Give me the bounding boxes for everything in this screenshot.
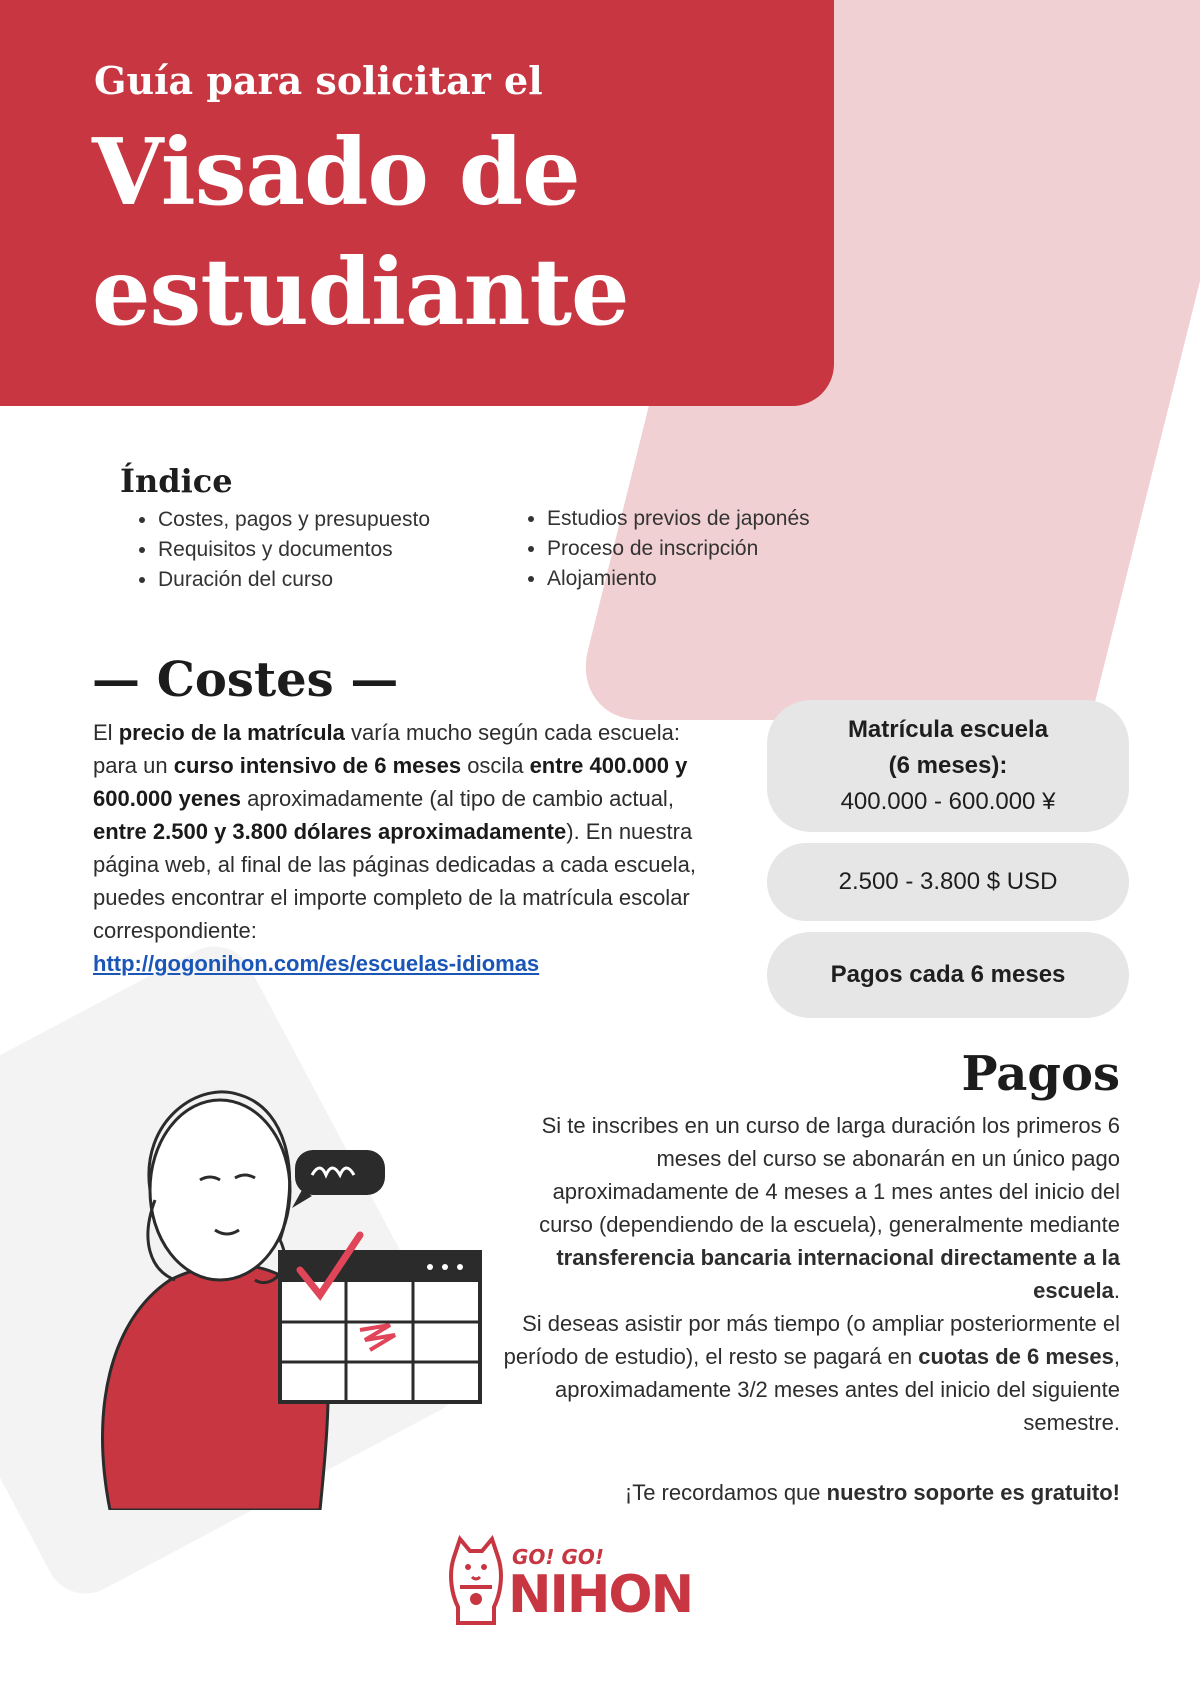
tuition-pill-value: 400.000 - 600.000 ¥: [840, 788, 1056, 815]
costes-paragraph: [93, 716, 723, 980]
text-run: oscila: [461, 753, 530, 778]
pagos-title: Pagos: [961, 1046, 1120, 1102]
costes-title: — Costes —: [92, 652, 399, 708]
bold-run: transferencia bancaria internacional directamente a la escuela: [556, 1245, 1120, 1303]
tuition-pill-label: Matrícula escuela: [847, 716, 1049, 743]
title-line-2: estudiante: [92, 238, 629, 346]
student-calendar-illustration: [80, 1080, 500, 1510]
header-banner: [0, 0, 834, 406]
title-line-1: Visado de: [92, 118, 580, 226]
usd-pill: 2.500 - 3.800 $ USD: [767, 843, 1129, 921]
bold-run: curso intensivo de 6 meses: [173, 753, 462, 778]
text-run: Si te inscribes en un curso de larga duración los primeros 6 meses del curso se abonarán en un único pago aproximadamente de 4 meses a 1 mes antes del inicio del curso (dependiendo de la escuela), generalmente mediante: [539, 1113, 1120, 1237]
logo-small-text: GO! GO!: [512, 1545, 605, 1569]
index-list-right: [509, 504, 810, 594]
tuition-pill-period: (6 meses):: [888, 752, 1008, 779]
page-title: [92, 112, 629, 352]
support-reminder: [500, 1476, 1120, 1509]
bold-run: precio de la matrícula: [118, 720, 345, 745]
index-item: • Estudios previos de japonés: [547, 504, 810, 534]
bold-run: nuestro soporte es gratuito!: [826, 1480, 1120, 1505]
lucky-cat-icon: [446, 1535, 506, 1625]
text-run: aproximadamente (al tipo de cambio actual,: [241, 786, 674, 811]
gogonihon-logo: [446, 1535, 726, 1635]
text-run: Si deseas asistir por más tiempo (o ampliar posteriormente el período de estudio), el resto se pagará en: [503, 1311, 1120, 1369]
index-item: • Duración del curso: [158, 565, 430, 595]
index-list-left: [120, 505, 430, 595]
header-pretitle: Guía para solicitar el: [94, 58, 543, 103]
tuition-pill: [767, 700, 1129, 832]
bold-run: cuotas de 6 meses: [918, 1344, 1114, 1369]
text-run: ). En nuestra página web, al final de las páginas dedicadas a cada escuela, puedes encontrar el importe completo de la matrícula escolar correspondiente:: [93, 819, 696, 943]
text-run: El: [93, 720, 119, 745]
index-item: • Alojamiento: [547, 564, 810, 594]
bold-run: entre 400.000 y 600.000 yenes: [93, 753, 688, 811]
payments-pill: Pagos cada 6 meses: [767, 932, 1129, 1018]
index-item: • Costes, pagos y presupuesto: [158, 505, 430, 535]
text-run: .: [1113, 1278, 1120, 1303]
pagos-paragraph: [500, 1109, 1120, 1439]
index-item: • Requisitos y documentos: [158, 535, 430, 565]
text-run: ¡Te recordamos que: [624, 1480, 827, 1505]
bold-run: entre 2.500 y 3.800 dólares aproximadamente: [93, 819, 567, 844]
text-run: varía mucho según cada escuela: para un: [93, 720, 680, 778]
text-run: , aproximadamente 3/2 meses antes del inicio del siguiente semestre.: [555, 1344, 1120, 1435]
schools-link[interactable]: http://gogonihon.com/es/escuelas-idiomas: [93, 951, 540, 976]
index-item: • Proceso de inscripción: [547, 534, 810, 564]
logo-big-text: NIHON: [508, 1565, 693, 1625]
index-title: Índice: [120, 462, 233, 500]
